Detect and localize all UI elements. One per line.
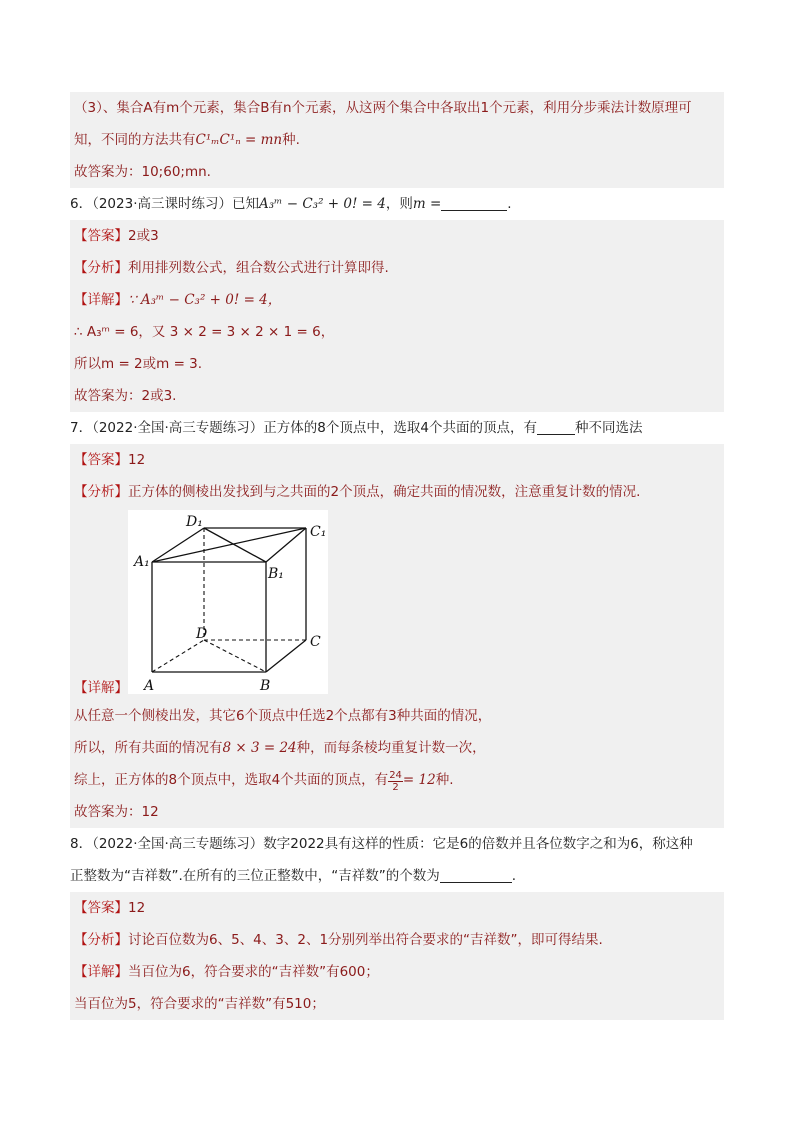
q7-detail-line1: 从任意一个侧棱出发，其它6个顶点中任选2个点都有3种共面的情况，	[74, 708, 492, 724]
q7-detail-line2: 所以，所有共面的情况有8 × 3 = 24种，而每条棱均重复计数一次，	[74, 740, 486, 756]
q8-solution-block	[70, 892, 724, 1020]
q7-solution-block	[70, 444, 724, 828]
label-a1: A₁	[134, 554, 150, 570]
document-page	[70, 92, 724, 1020]
q8-answer: 【答案】12	[74, 900, 146, 916]
q7-answer-blank	[537, 420, 575, 435]
q6-answer: 【答案】2或3	[74, 228, 159, 244]
label-b1: B₁	[268, 566, 284, 582]
q8-stem-line2: 正整数为“吉祥数”.在所有的三位正整数中，“吉祥数”的个数为 .	[70, 868, 517, 884]
q7-detail-line3: 综上，正方体的8个顶点中，选取4个共面的顶点，有 $\frac{24}{2}$ = 12种.	[74, 770, 454, 793]
q6-answer-blank	[441, 196, 507, 211]
label-d1: D₁	[186, 514, 203, 530]
cube-diagram	[128, 510, 328, 694]
q5-line1: （3）、集合A有m个元素，集合B有n个元素，从这两个集合中各取出1个元素，利用分步乘法计数原理可	[74, 100, 692, 116]
fraction-24-over-2: $\frac{24}{2}$	[389, 770, 402, 793]
label-c1: C₁	[310, 524, 327, 540]
q6-detail-line3: 所以m = 2或m = 3.	[74, 356, 203, 372]
q8-analysis: 【分析】讨论百位数为6、5、4、3、2、1分别列举出符合要求的“吉祥数”，即可得结果.	[74, 932, 603, 948]
q6-equation: A₃ᵐ − C₃² + 0! = 4	[259, 196, 386, 212]
label-c: C	[310, 634, 321, 650]
q8-answer-blank	[440, 868, 512, 883]
q5-solution-block	[70, 92, 724, 188]
cube-figure	[128, 510, 328, 694]
q8-detail: 【详解】当百位为6，符合要求的“吉祥数”有600；	[74, 964, 379, 980]
q7-figure-row	[70, 508, 724, 700]
q6-detail: 【详解】∵ A₃ᵐ − C₃² + 0! = 4，	[74, 292, 282, 308]
q7-detail-tag: 【详解】	[74, 680, 128, 696]
q6-stem: 6．（2023·高三课时练习）已知A₃ᵐ − C₃² + 0! = 4，则m = .	[70, 196, 512, 212]
label-b: B	[260, 678, 271, 694]
q6-detail-line2: ∴ A₃ᵐ = 6，又 3 × 2 = 3 × 2 × 1 = 6，	[74, 324, 335, 340]
q5-answer: 故答案为：10;60;mn.	[74, 164, 211, 180]
q7-final-answer: 故答案为：12	[74, 804, 159, 820]
q8-detail-line2: 当百位为5，符合要求的“吉祥数”有510；	[74, 996, 325, 1012]
label-a: A	[144, 678, 155, 694]
q5-formula: C¹ₘC¹ₙ = mn	[195, 132, 283, 148]
q8-stem-line1: 8．（2022·全国·高三专题练习）数字2022具有这样的性质：它是6的倍数并且各位数字之和为6，称这种	[70, 836, 693, 852]
q6-solution-block	[70, 220, 724, 412]
q7-stem: 7．（2022·全国·高三专题练习）正方体的8个顶点中，选取4个共面的顶点，有 种不同选法	[70, 420, 643, 436]
label-d: D	[196, 626, 208, 642]
q6-analysis: 【分析】利用排列数公式，组合数公式进行计算即得.	[74, 260, 389, 276]
q7-analysis: 【分析】正方体的侧棱出发找到与之共面的2个顶点，确定共面的情况数，注意重复计数的情况.	[74, 484, 641, 500]
q7-answer: 【答案】12	[74, 452, 146, 468]
q6-final-answer: 故答案为：2或3.	[74, 388, 177, 404]
q5-line2: 知，不同的方法共有C¹ₘC¹ₙ = mn种.	[74, 132, 300, 148]
